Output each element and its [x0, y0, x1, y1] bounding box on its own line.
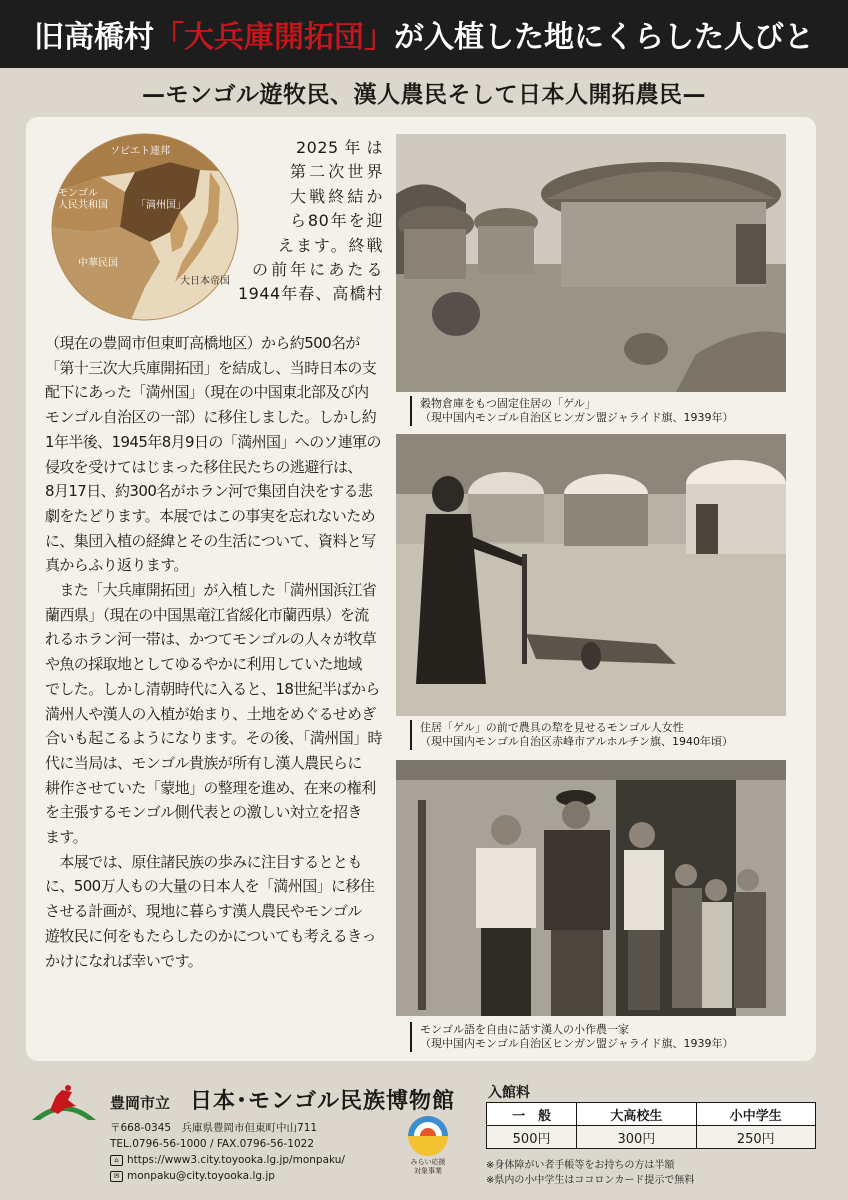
mail-icon: ✉: [110, 1171, 123, 1182]
tel-fax: [110, 1136, 345, 1152]
body-line: 1年半後、1945年8月9日の「満州国」へのソ連軍の: [45, 432, 381, 451]
title-post: が入植した地にくらした人びと: [394, 20, 814, 55]
admission-price-row: [487, 1126, 816, 1149]
intro-line: 2025年は: [296, 138, 383, 157]
intro-line: 大戦終結か: [290, 186, 383, 206]
body-line: 代に当局は、モンゴル貴族が所有し漢人農民らに: [45, 753, 362, 772]
caption-2-bar: [410, 720, 412, 750]
body-line: や魚の採取地としてゆるやかに利用していた地域: [45, 655, 362, 674]
photo-2-image: [396, 434, 786, 716]
photo-thatched-gers: [396, 134, 786, 392]
map-label-japan: 大日本帝国: [180, 276, 230, 287]
body-line: 耕作させていた「蒙地」の整理を進め、在来の権利: [45, 778, 376, 797]
caption-2-source: （現中国内モンゴル自治区赤峰市アルホルチン旗、1940年頃）: [420, 735, 734, 748]
mirai-icon: [400, 1110, 456, 1160]
page-title: [34, 12, 814, 56]
caption-2-title: 住居「ゲル」の前で農具の犂を見せるモンゴル人女性: [420, 721, 684, 734]
photo-farming-family: [396, 760, 786, 1016]
caption-1-source: （現中国内モンゴル自治区ヒンガン盟ジャライド旗、1939年）: [420, 411, 734, 424]
caption-1-bar: [410, 396, 412, 426]
body-line: 侵攻を受けてはじまった移住民たちの逃避行は、: [45, 457, 362, 476]
body-line: 本展では、原住諸民族の歩みに注目するととも: [45, 852, 362, 871]
map-graphic: [50, 132, 240, 322]
body-line: でした。しかし清朝時代に入ると、18世紀半ばから: [45, 679, 380, 698]
body-line: モンゴル自治区の一部）に移住しました。しかし約: [45, 408, 377, 427]
historical-map: [50, 132, 240, 322]
map-label-mongolia-1: モンゴル: [58, 188, 98, 199]
museum-logo: [28, 1080, 100, 1130]
postal-address: [110, 1120, 345, 1136]
fee-header-general: 一 般: [487, 1103, 577, 1126]
caption-1-title: 穀物倉庫をもつ固定住居の「ゲル」: [420, 397, 596, 410]
museum-city-label: 豊岡市立: [110, 1094, 171, 1112]
email-address[interactable]: monpaku@city.toyooka.lg.jp: [127, 1170, 275, 1182]
horse-logo-icon: [28, 1080, 100, 1130]
body-line: 合いも起こるようになります。その後、「満州国」時: [45, 729, 382, 748]
body-line: させる計画が、現地に暮らす漢人農民やモンゴル: [45, 902, 362, 921]
body-line: 満州人や漢人の入植が始まり、土地をめぐるせめぎ: [45, 704, 376, 723]
intro-line: ら80年を迎: [290, 211, 383, 231]
intro-line: えます。終戦: [278, 235, 383, 255]
website-url[interactable]: https://www3.city.toyooka.lg.jp/monpaku/: [127, 1154, 345, 1166]
body-line: 配下にあった「満州国」（現在の中国東北部及び内: [45, 383, 369, 402]
mirai-support-badge: [400, 1110, 456, 1190]
museum-name: 日本･モンゴル民族博物館: [190, 1089, 456, 1114]
web-icon: ⌂: [110, 1155, 123, 1166]
mirai-line-2: 対象事業: [414, 1167, 442, 1175]
body-line: に、集団入植の経緯とその生活について、資料と写: [45, 531, 376, 550]
fee-header-child: 小中学生: [696, 1103, 815, 1126]
intro-line: 第二次世界: [290, 162, 383, 182]
admission-header-row: [487, 1103, 816, 1126]
body-line: 劇をたどります。本展ではこの事実を忘れないため: [45, 506, 376, 525]
body-line: に、500万人もの大量の日本人を「満州国」に移住: [45, 877, 375, 896]
fee-general: 500円: [487, 1126, 577, 1149]
body-line: かけになれば幸いです。: [45, 951, 203, 970]
caption-3-title: モンゴル語を自由に話す漢人の小作農一家: [420, 1023, 629, 1036]
body-line: を主張するモンゴル側代表との激しい対立を招き: [45, 803, 362, 822]
page-subtitle: —モンゴル遊牧民、漢人農民そして日本人開拓農民—: [142, 82, 706, 108]
map-label-manchukuo: 「満州国」: [136, 200, 186, 211]
photo-1-image: [396, 134, 786, 392]
body-text: [45, 331, 383, 973]
map-label-soviet: ソビエト連邦: [110, 146, 170, 157]
body-line: 遊牧民に何をもたらしたのかについても考えるきっ: [45, 926, 376, 945]
admission-label: 入館料: [488, 1085, 530, 1101]
intro-line: 1944年春、高橋村: [238, 284, 383, 304]
email[interactable]: [110, 1168, 345, 1184]
body-line: 蘭西県」（現在の中国黒竜江省綏化市蘭西県）を流: [45, 605, 369, 624]
tel-fax-text: TEL.0796-56-1000 / FAX.0796-56-1022: [110, 1138, 315, 1150]
contact-info: [110, 1120, 345, 1184]
caption-1: [420, 397, 800, 425]
fee-student: 300円: [577, 1126, 696, 1149]
photo-3-image: [396, 760, 786, 1016]
note-disability: ※身体障がい者手帳等をお持ちの方は半額: [486, 1160, 675, 1171]
map-label-china: 中華民国: [78, 258, 118, 269]
title-bar: [0, 0, 848, 68]
photo-woman-plough: [396, 434, 786, 716]
body-line: れるホラン河一帯は、かつてモンゴルの人々が牧草: [45, 630, 377, 649]
intro-paragraph: [238, 136, 383, 307]
caption-3: [420, 1023, 800, 1051]
mirai-caption: [398, 1158, 458, 1176]
body-line: また「大兵庫開拓団」が入植した「満州国浜江省: [45, 581, 377, 600]
mirai-line-1: みらい応援: [410, 1158, 446, 1166]
admission-table: [486, 1102, 816, 1149]
note-kokoron: ※県内の小中学生はココロンカード提示で無料: [486, 1175, 695, 1186]
website[interactable]: [110, 1152, 345, 1168]
body-line: 8月17日、約300名がホラン河で集団自決をする悲: [45, 482, 373, 501]
postal-text: 〒668-0345 兵庫県豊岡市但東町中山711: [110, 1122, 318, 1134]
fee-child: 250円: [696, 1126, 815, 1149]
title-pre: 旧高橋村: [34, 20, 154, 55]
caption-3-bar: [410, 1022, 412, 1052]
caption-2: [420, 721, 800, 749]
body-line: 「第十三次大兵庫開拓団」を結成し、当時日本の支: [45, 358, 377, 377]
fee-header-student: 大高校生: [577, 1103, 696, 1126]
body-line: ます。: [45, 828, 88, 847]
admission-notes: [486, 1158, 694, 1188]
caption-3-source: （現中国内モンゴル自治区ヒンガン盟ジャライド旗、1939年）: [420, 1037, 734, 1050]
body-line: （現在の豊岡市但東町高橋地区）から約500名が: [45, 334, 360, 352]
map-label-mongolia-2: 人民共和国: [58, 200, 108, 211]
body-line: 真からふり返ります。: [45, 556, 188, 575]
title-highlight: 「大兵庫開拓団」: [154, 20, 394, 55]
intro-line: の前年にあたる: [252, 260, 383, 280]
